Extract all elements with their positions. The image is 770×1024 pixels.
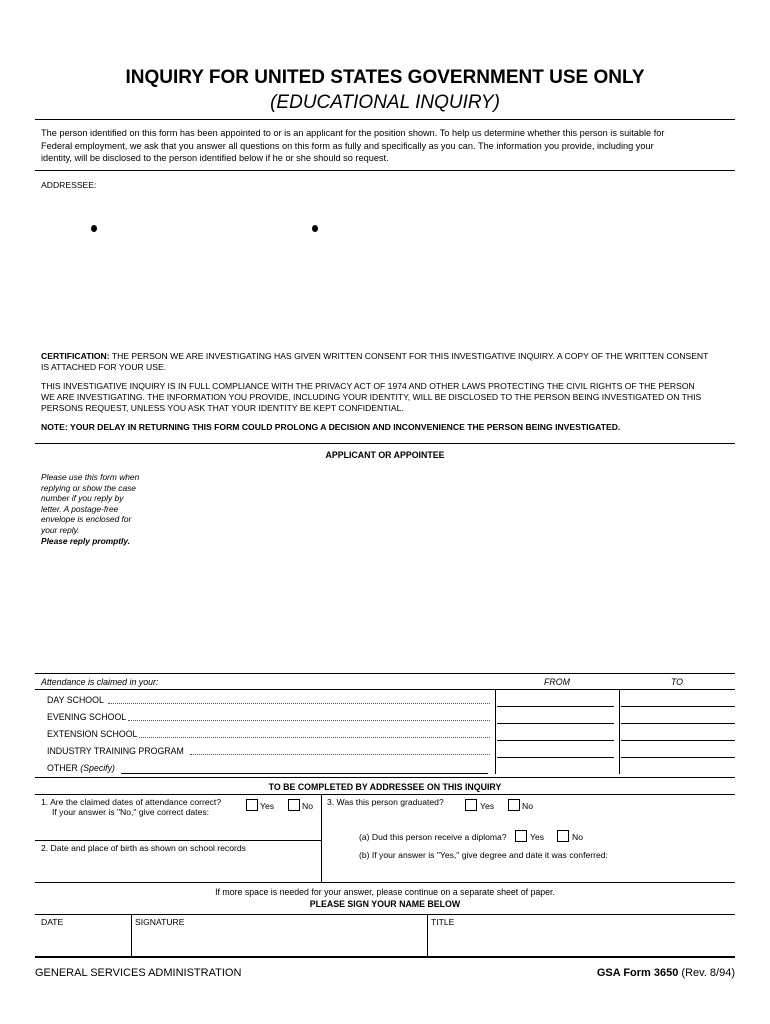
divider	[35, 689, 735, 690]
question-3b: (b) If your answer is "Yes," give degree and date it was conferred:	[359, 850, 608, 860]
reply-note-line: number if you reply by	[41, 493, 124, 504]
q1-no-checkbox[interactable]	[288, 799, 300, 811]
divider	[35, 882, 735, 883]
q1-yes-checkbox[interactable]	[246, 799, 258, 811]
certification-text: IS ATTACHED FOR YOUR USE.	[41, 362, 167, 372]
leader-dots	[139, 737, 490, 738]
attendance-heading: Attendance is claimed in your:	[41, 677, 159, 687]
other-specify: (Specify)	[80, 763, 115, 773]
intro-line: identity, will be disclosed to the person identified below if he or she should so request.	[41, 153, 389, 163]
bullet-dot	[312, 225, 318, 232]
intro-text	[41, 127, 731, 165]
certification-label: CERTIFICATION:	[41, 351, 110, 361]
addressee-section-heading: TO BE COMPLETED BY ADDRESSEE ON THIS INQUIRY	[268, 782, 502, 792]
industry-training-to-field[interactable]	[621, 757, 735, 758]
reply-note-line: replying or show the case	[41, 482, 136, 493]
signature-label: SIGNATURE	[135, 917, 185, 927]
reply-note-line: Please use this form when	[41, 472, 140, 482]
agency-name: GENERAL SERVICES ADMINISTRATION	[35, 967, 242, 979]
divider	[35, 673, 735, 674]
privacy-text: WE ARE INVESTIGATING. THE INFORMATION YOU PROVIDE, INCLUDING YOUR IDENTITY, WILL BE DISCLOSED TO THE PERSON BEING INVESTIGATED ON THIS	[41, 392, 702, 402]
other-label-text: OTHER	[47, 763, 78, 773]
column-divider	[131, 914, 132, 956]
divider	[35, 840, 321, 841]
q3-no-checkbox[interactable]	[508, 799, 520, 811]
form-name: GSA Form 3650	[596, 967, 679, 979]
extension-school-label: EXTENSION SCHOOL	[47, 729, 138, 739]
privacy-text: PERSONS REQUEST, UNLESS YOU ASK THAT YOUR IDENTITY BE KEPT CONFIDENTIAL.	[41, 403, 404, 413]
day-school-label: DAY SCHOOL	[47, 695, 104, 705]
reply-note-line: your reply.	[41, 524, 80, 535]
q3-no-label: No	[522, 801, 533, 811]
evening-school-label: EVENING SCHOOL	[47, 712, 127, 722]
q3a-no-label: No	[572, 832, 583, 842]
bullet-dot	[91, 225, 97, 232]
leader-dots	[190, 754, 490, 755]
intro-line: The person identified on this form has been appointed to or is an applicant for the position shown. To help us determine whether this person is suitable for	[41, 128, 665, 138]
certification-text: THE PERSON WE ARE INVESTIGATING HAS GIVEN WRITTEN CONSENT FOR THIS INVESTIGATIVE INQUIRY. A COPY OF THE WRITTEN CONSENT	[109, 351, 709, 361]
column-divider	[321, 794, 322, 882]
q1-yes-label: Yes	[260, 801, 275, 811]
other-specify-line[interactable]	[121, 773, 488, 774]
q3a-yes-checkbox[interactable]	[515, 830, 527, 842]
form-subtitle: (EDUCATIONAL INQUIRY)	[270, 92, 500, 113]
q3-yes-checkbox[interactable]	[465, 799, 477, 811]
other-label	[47, 763, 115, 773]
reply-note-line: letter. A postage-free	[41, 503, 119, 514]
divider	[35, 777, 735, 778]
q3-yes-label: Yes	[480, 801, 495, 811]
question-3a: (a) Dud this person receive a diploma?	[359, 832, 507, 842]
addressee-label: ADDRESSEE:	[41, 180, 97, 190]
column-divider	[619, 689, 620, 774]
day-school-from-field[interactable]	[497, 706, 614, 707]
divider	[35, 443, 735, 444]
applicant-heading: APPLICANT OR APPOINTEE	[325, 450, 445, 460]
divider	[35, 170, 735, 171]
to-header: TO	[670, 677, 684, 687]
date-field[interactable]	[37, 930, 129, 954]
q3a-yes-label: Yes	[530, 832, 545, 842]
date-label: DATE	[41, 917, 64, 927]
reply-note-line: envelope is enclosed for	[41, 514, 132, 525]
q1-no-label: No	[302, 801, 313, 811]
extension-school-to-field[interactable]	[621, 740, 735, 741]
column-divider	[495, 689, 496, 774]
day-school-to-field[interactable]	[621, 706, 735, 707]
intro-line: Federal employment, we ask that you answer all questions on this form as fully and specifically as you can. The information you provide, including your	[41, 140, 654, 151]
applicant-area[interactable]	[180, 470, 660, 660]
question-3: 3. Was this person graduated?	[327, 797, 444, 807]
industry-training-from-field[interactable]	[497, 757, 614, 758]
q3a-no-checkbox[interactable]	[557, 830, 569, 842]
form-title: INQUIRY FOR UNITED STATES GOVERNMENT USE ONLY	[125, 67, 645, 88]
from-header: FROM	[544, 677, 570, 687]
title-label: TITLE	[431, 917, 455, 927]
delay-note: NOTE: YOUR DELAY IN RETURNING THIS FORM COULD PROLONG A DECISION AND INCONVENIENCE THE PERSON BEING INVESTIGATED.	[41, 422, 621, 432]
form-revision: (Rev. 8/94)	[678, 967, 735, 979]
sign-instruction: PLEASE SIGN YOUR NAME BELOW	[309, 899, 461, 909]
evening-school-from-field[interactable]	[497, 723, 614, 724]
extension-school-from-field[interactable]	[497, 740, 614, 741]
privacy-text: THIS INVESTIGATIVE INQUIRY IS IN FULL COMPLIANCE WITH THE PRIVACY ACT OF 1974 AND OTHER LAWS PROTECTING THE CIVIL RIGHTS OF THE PERSON	[41, 381, 695, 391]
certification-block	[41, 351, 741, 441]
divider	[35, 914, 735, 915]
column-divider	[427, 914, 428, 956]
addressee-area[interactable]	[90, 240, 530, 340]
question-1-sub: If your answer is "No," give correct dates:	[52, 807, 210, 817]
reply-note	[41, 472, 161, 546]
leader-dots	[128, 720, 490, 721]
question-1: 1. Are the claimed dates of attendance correct?	[41, 797, 222, 807]
question-2: 2. Date and place of birth as shown on school records	[41, 843, 246, 853]
divider	[35, 119, 735, 120]
title-field[interactable]	[429, 930, 733, 954]
evening-school-to-field[interactable]	[621, 723, 735, 724]
leader-dots	[108, 703, 490, 704]
divider	[35, 956, 735, 958]
reply-promptly: Please reply promptly.	[41, 535, 131, 546]
divider	[35, 794, 735, 795]
industry-training-label: INDUSTRY TRAINING PROGRAM	[47, 746, 184, 756]
more-space-note: If more space is needed for your answer, please continue on a separate sheet of paper.	[215, 887, 555, 897]
signature-field[interactable]	[133, 930, 425, 954]
form-number	[597, 967, 735, 979]
